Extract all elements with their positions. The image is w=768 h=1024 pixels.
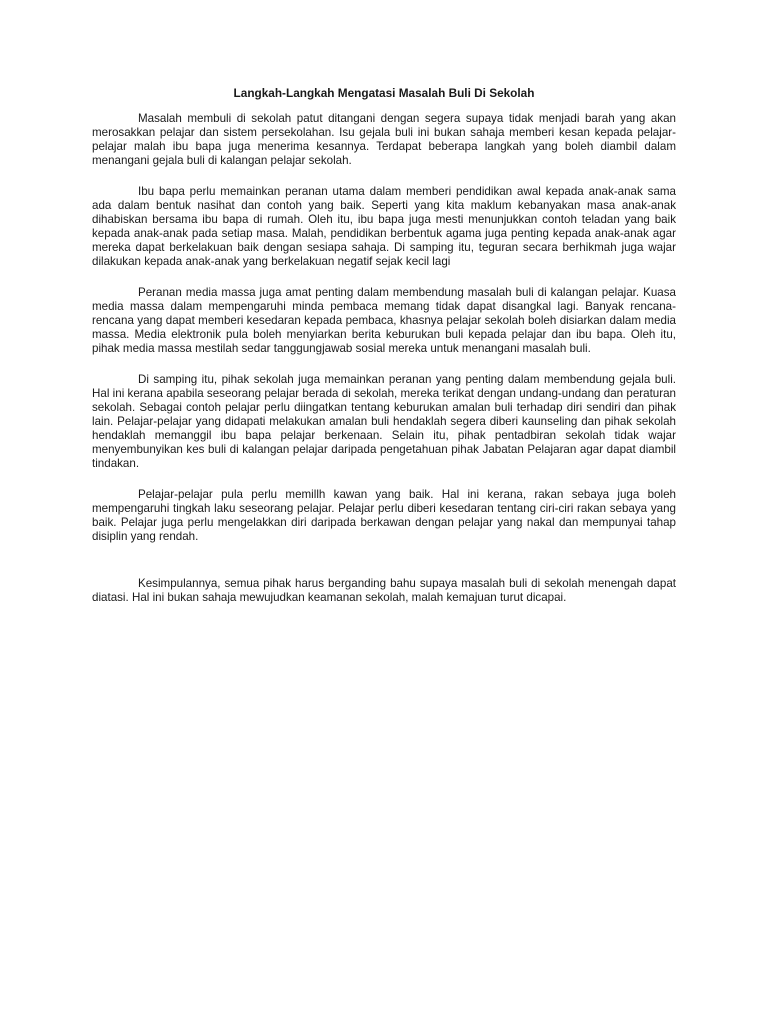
paragraph-peers: Pelajar-pelajar pula perlu memillh kawan yang baik. Hal ini kerana, rakan sebaya juga boleh mempengaruhi tingkah laku seseorang pelajar. Pelajar perlu diberi kesedaran tentang ciri-ciri rakan sebaya yang baik. Pelajar juga perlu mengelakkan diri daripada berkawan dengan pelajar yang nakal dan mempunyai tahap disiplin yang rendah. [92,488,676,543]
document-body [92,86,676,622]
paragraph-mass-media: Peranan media massa juga amat penting dalam membendung masalah buli di kalangan pelajar. Kuasa media massa dalam mempengaruhi minda pembaca memang tidak dapat disangkal lagi. Banyak rencana-rencana yang dapat memberi kesedaran kepada pembaca, khasnya pelajar sekolah boleh disiarkan dalam media massa. Media elektronik pula boleh menyiarkan berita keburukan buli kepada pelajar dan ibu bapa. Oleh itu, pihak media massa mestilah sedar tanggungjawab sosial mereka untuk menangani masalah buli. [92,286,676,355]
paragraph-conclusion: Kesimpulannya, semua pihak harus berganding bahu supaya masalah buli di sekolah menengah dapat diatasi. Hal ini bukan sahaja mewujudkan keamanan sekolah, malah kemajuan turut dicapai. [92,577,676,604]
document-title: Langkah-Langkah Mengatasi Masalah Buli Di Sekolah [233,86,535,100]
paragraph-introduction: Masalah membuli di sekolah patut ditangani dengan segera supaya tidak menjadi barah yang akan merosakkan pelajar dan sistem persekolahan. Isu gejala buli ini bukan sahaja memberi kesan kepada pelajar-pelajar malah ibu bapa juga menerima kesannya. Terdapat beberapa langkah yang boleh diambil dalam menangani gejala buli di kalangan pelajar sekolah. [92,112,676,167]
paragraph-school: Di samping itu, pihak sekolah juga memainkan peranan yang penting dalam membendung gejala buli. Hal ini kerana apabila seseorang pelajar berada di sekolah, mereka terikat dengan undang-undang dan peraturan sekolah. Sebagai contoh pelajar perlu diingatkan tentang keburukan amalan buli terhadap diri sendiri dan pihak lain. Pelajar-pelajar yang didapati melakukan amalan buli hendaklah segera diberi kaunseling dan pihak sekolah hendaklah memanggil ibu bapa pelajar berkenaan. Selain itu, pihak pentadbiran sekolah tidak wajar menyembunyikan kes buli di kalangan pelajar daripada pengetahuan pihak Jabatan Pelajaran agar dapat diambil tindakan. [92,373,676,470]
paragraph-parents: Ibu bapa perlu memainkan peranan utama dalam memberi pendidikan awal kepada anak-anak sama ada dalam bentuk nasihat dan contoh yang baik. Seperti yang kita maklum kebanyakan masa anak-anak dihabiskan bersama ibu bapa di rumah. Oleh itu, ibu bapa juga mesti menunjukkan contoh teladan yang baik kepada anak-anak pada setiap masa. Malah, pendidikan berbentuk agama juga penting kepada anak-anak agar mereka dapat berkelakuan baik dengan sesiapa sahaja. Di samping itu, teguran secara berhikmah juga wajar dilakukan kepada anak-anak yang berkelakuan negatif sejak kecil lagi [92,185,676,268]
